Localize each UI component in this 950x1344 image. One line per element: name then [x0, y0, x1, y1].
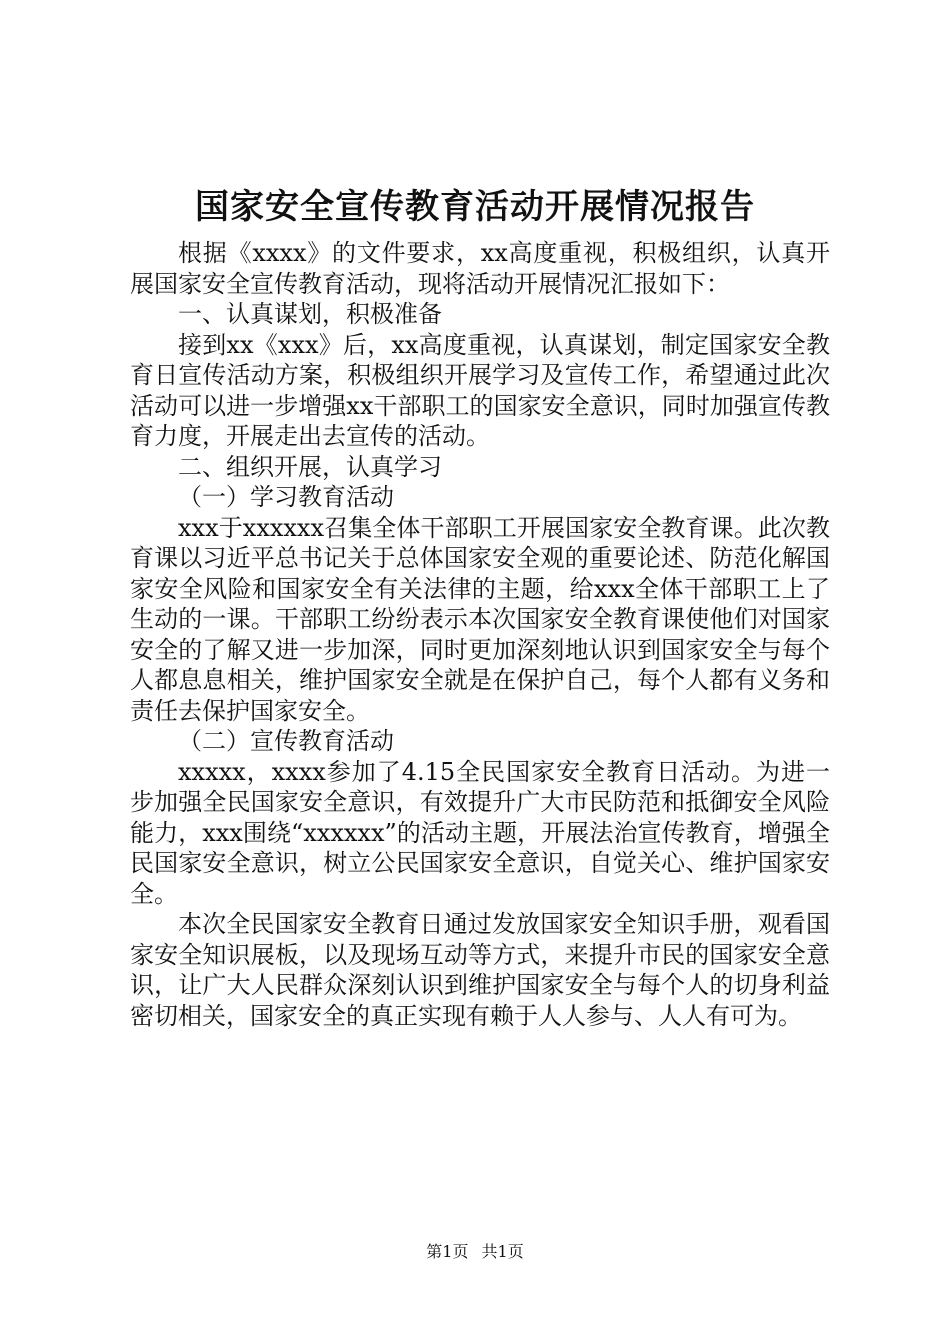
document-title: 国家安全宣传教育活动开展情况报告	[195, 187, 755, 227]
page-footer	[0, 1240, 950, 1264]
subsection-heading-1: （一）学习教育活动	[178, 483, 394, 511]
section-heading-2: 二、组织开展，认真学习	[178, 452, 442, 481]
paragraph-subsection-2a: xxxxx，xxxx参加了4.15全民国家安全教育日活动。为进一步加强全民国家安全意识，有效提升广大市民防范和抵御安全风险能力，xxx围绕“xxxxxx”的活动主题，开展法治宣传教育，增强全民国家安全意识，树立公民国家安全意识，自觉关心、维护国家安全。	[130, 757, 830, 908]
page-number: 第1页	[426, 1242, 469, 1261]
subsection-heading-2: （二）宣传教育活动	[178, 727, 394, 755]
document-body	[130, 238, 830, 1031]
paragraph-intro: 根据《xxxx》的文件要求，xx高度重视，积极组织，认真开展国家安全宣传教育活动，现将活动开展情况汇报如下：	[130, 239, 830, 298]
paragraph-subsection-2b: 本次全民国家安全教育日通过发放国家安全知识手册，观看国家安全知识展板，以及现场互动等方式，来提升市民的国家安全意识，让广大人民群众深刻认识到维护国家安全与每个人的切身利益密切相关，国家安全的真正实现有赖于人人参与、人人有可为。	[130, 910, 830, 1030]
paragraph-subsection-1: xxx于xxxxxx召集全体干部职工开展国家安全教育课。此次教育课以习近平总书记关于总体国家安全观的重要论述、防范化解国家安全风险和国家安全有关法律的主题，给xxx全体干部职工上了生动的一课。干部职工纷纷表示本次国家安全教育课使他们对国家安全的了解又进一步加深，同时更加深刻地认识到国家安全与每个人都息息相关，维护国家安全就是在保护自己，每个人都有义务和责任去保护国家安全。	[130, 513, 830, 725]
page-total: 共1页	[481, 1242, 524, 1261]
paragraph-section-1: 接到xx《xxx》后，xx高度重视，认真谋划，制定国家安全教育日宣传活动方案，积极组织开展学习及宣传工作，希望通过此次活动可以进一步增强xx干部职工的国家安全意识，同时加强宣传教育力度，开展走出去宣传的活动。	[130, 330, 830, 450]
section-heading-1: 一、认真谋划，积极准备	[178, 300, 442, 328]
